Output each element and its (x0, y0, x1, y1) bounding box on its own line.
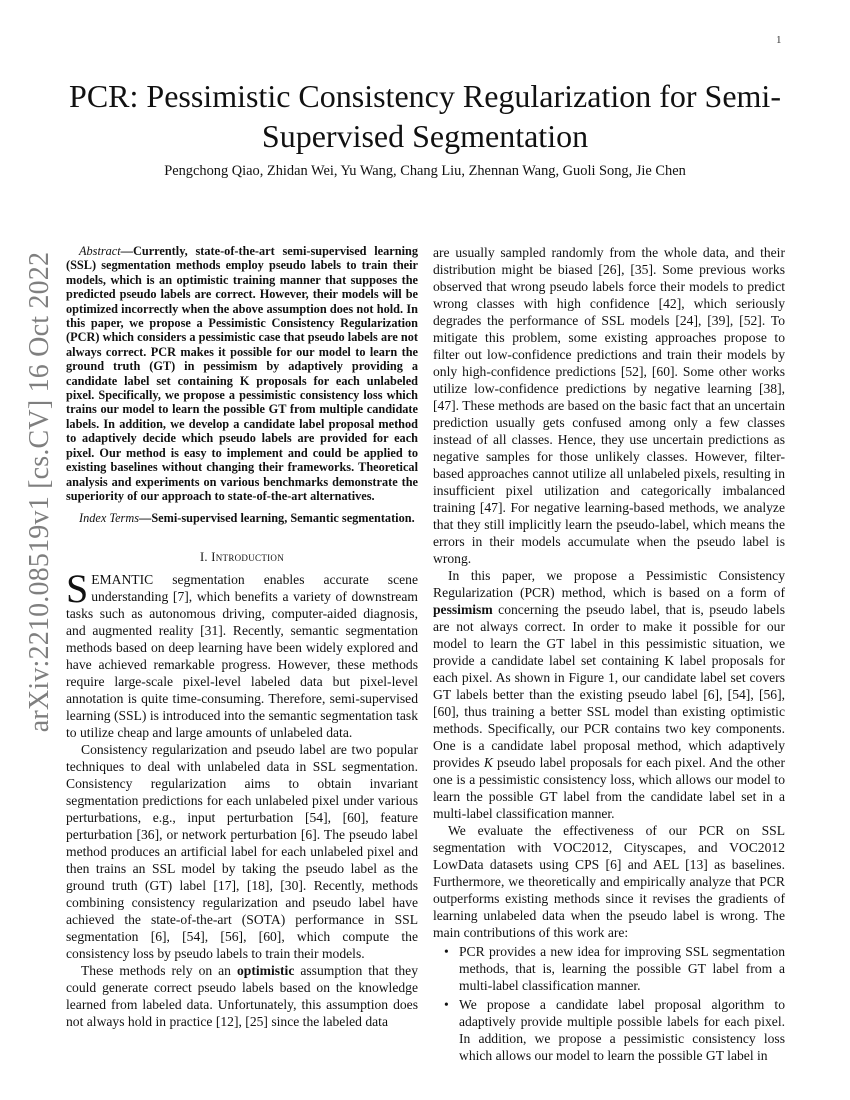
intro-paragraph-2: Consistency regularization and pseudo label are two popular techniques to deal with unlabeled data in SSL segmentation. Consistency regularization aims to obtain invariant segmentation predictions for each unlabeled pixel under various perturbations, e.g., input perturbation [54], [60], feature perturbation [36], or network perturbation [6]. The pseudo label method produces an artificial label for each unlabeled pixel and then trains an SSL model by taking the pseudo label as the ground truth (GT) label [17], [18], [30]. Recently, methods combining consistency regularization and pseudo label have achieved the state-of-the-art (SOTA) performance in SSL segmentation [6], [54], [56], [60], which compute the consistency loss by pseudo labels to train their models. (66, 741, 418, 961)
math-k: K (483, 755, 493, 770)
intro-paragraph-5 (433, 567, 785, 822)
list-item: • PCR provides a new idea for improving SSL segmentation methods, that is, learning the possible GT label from a multi-label classification manner. (459, 943, 785, 994)
left-column (66, 244, 418, 1030)
intro-paragraph-1-text: EMANTIC segmentation enables accurate scene understanding [7], which benefits a variety of downstream tasks such as autonomous driving, computer-aided diagnosis, and augmented reality [31]. Recently, semantic segmentation methods based on deep learning have been widely explored and have achieved remarkable progress. However, these methods require large-scale pixel-level labeled data but pixel-level annotation is quite time-consuming. Therefore, semi-supervised learning (SSL) is introduced into the semantic segmentation task to utilize cheap and large amounts of unlabeled data. (66, 571, 418, 740)
emphasis-optimistic: optimistic (236, 962, 295, 978)
intro-paragraph-3 (66, 962, 418, 1030)
abstract (66, 244, 418, 503)
abstract-text: —Currently, state-of-the-art semi-supervised learning (SSL) segmentation methods employ pseudo labels to train their models, which is an optimistic training manner that supposes the predicted pseudo labels are correct. However, their models will be optimized incorrectly when the above assumption does not hold. In this paper, we propose a Pessimistic Consistency Regularization (PCR) which considers a pessimistic case that pseudo labels are not always correct. PCR makes it possible for our model to learn the ground truth (GT) in pessimism by adaptively providing a candidate label set containing K proposals for each unlabeled pixel. Specifically, we propose a pessimistic consistency loss which trains our model to learn the possible GT from multiple candidate labels. In addition, we develop a candidate label proposal method to adaptively decide which pseudo labels are provided for each pixel. Our method is easy to implement and could be applied to existing baselines without changing their frameworks. Theoretical analysis and experiments on various benchmarks demonstrate the superiority of our approach to state-of-the-art alternatives. (66, 244, 418, 503)
emphasis-pessimism: pessimism (433, 602, 493, 617)
intro-paragraph-6: We evaluate the effectiveness of our PCR on SSL segmentation with VOC2012, Cityscapes, and VOC2012 LowData datasets using CPS [6] and AEL [13] as baselines. Furthermore, we theoretically and empirically analyze that PCR outperforms existing methods since it revises the gradients of learning unlabeled data when the pseudo label is wrong. The main contributions of this work are: (433, 823, 785, 940)
intro-paragraph-4: are usually sampled randomly from the whole data, and their distribution might be biased [26], [35]. Some previous works observed that wrong pseudo labels force their models to predict wrong classes with high confidence [42], which seriously degrades the performance of SSL models [24], [39], [52]. To mitigate this problem, some existing approaches propose to filter out low-confidence predictions and train their models by only high-confidence predictions [52], [60]. Some other works utilize low-confidence predictions by negative learning [38], [47]. These methods are based on the basic fact that an uncertain prediction usually gets confused among only a few classes instead of all classes. Hence, they use uncertain predictions as negative samples for those unlikely classes. However, filter-based approaches cannot utilize all unlabeled pixels, resulting in insufficient pixel utilization and categorically imbalanced training [47]. For negative learning-based methods, we analyze that they still implicitly learn the pseudo-label, which means the errors in their models accumulate when the pseudo label is wrong. (433, 245, 785, 566)
page-number: 1 (776, 34, 782, 46)
arxiv-identifier-stamp (5, 251, 75, 733)
index-terms-label: Index Terms (79, 511, 140, 526)
drop-cap-letter: S (66, 565, 89, 611)
intro-paragraph-3-text-a: These methods rely on an (81, 962, 237, 978)
abstract-label: Abstract (79, 244, 121, 258)
section-heading-introduction: I. Introduction (199, 549, 285, 564)
intro-paragraph-5-text-b: concerning the pseudo label, that is, pseudo labels are not always correct. In order to make it possible for our model to learn the GT label in this pessimistic situation, we provide a candidate label set containing K label proposals for each pixel. As shown in Figure 1, our candidate label set covers GT labels better than the existing pseudo label [6], [54], [56], [60], thus training a better SSL model than existing optimistic methods. Specifically, our PCR contains two key components. One is a candidate label proposal method, which adaptively provides (433, 602, 785, 770)
intro-paragraph-5-text-a: In this paper, we propose a Pessimistic Consistency Regularization (PCR) method, which is based on a form of (433, 568, 785, 600)
contributions-list (433, 943, 785, 1064)
list-item: • We propose a candidate label proposal algorithm to adaptively provide multiple possible labels for each pixel. In addition, we propose a pessimistic consistency loss which allows our model to learn the possible GT label in (459, 996, 785, 1064)
index-terms (66, 511, 418, 525)
paper-title: PCR: Pessimistic Consistency Regularization for Semi-Supervised Segmentation (69, 78, 781, 154)
intro-paragraph-1 (66, 565, 418, 741)
intro-paragraph-3-text-b: assumption that they could generate correct pseudo labels based on the knowledge learned from labeled data. Unfortunately, this assumption does not always hold in practice [12], [25] since the labeled data (66, 962, 418, 1029)
author-list: Pengchong Qiao, Zhidan Wei, Yu Wang, Chang Liu, Zhennan Wang, Guoli Song, Jie Chen (164, 163, 686, 179)
right-column (433, 244, 785, 1066)
intro-paragraph-5-text-c: pseudo label proposals for each pixel. And the other one is a pessimistic consistency loss, which allows our model to learn the possible GT label from the candidate label set in a multi-label classification manner. (433, 755, 785, 821)
index-terms-text: —Semi-supervised learning, Semantic segmentation. (139, 511, 415, 526)
arxiv-identifier-text: arXiv:2210.08519v1 [cs.CV] 16 Oct 2022 (24, 251, 55, 733)
